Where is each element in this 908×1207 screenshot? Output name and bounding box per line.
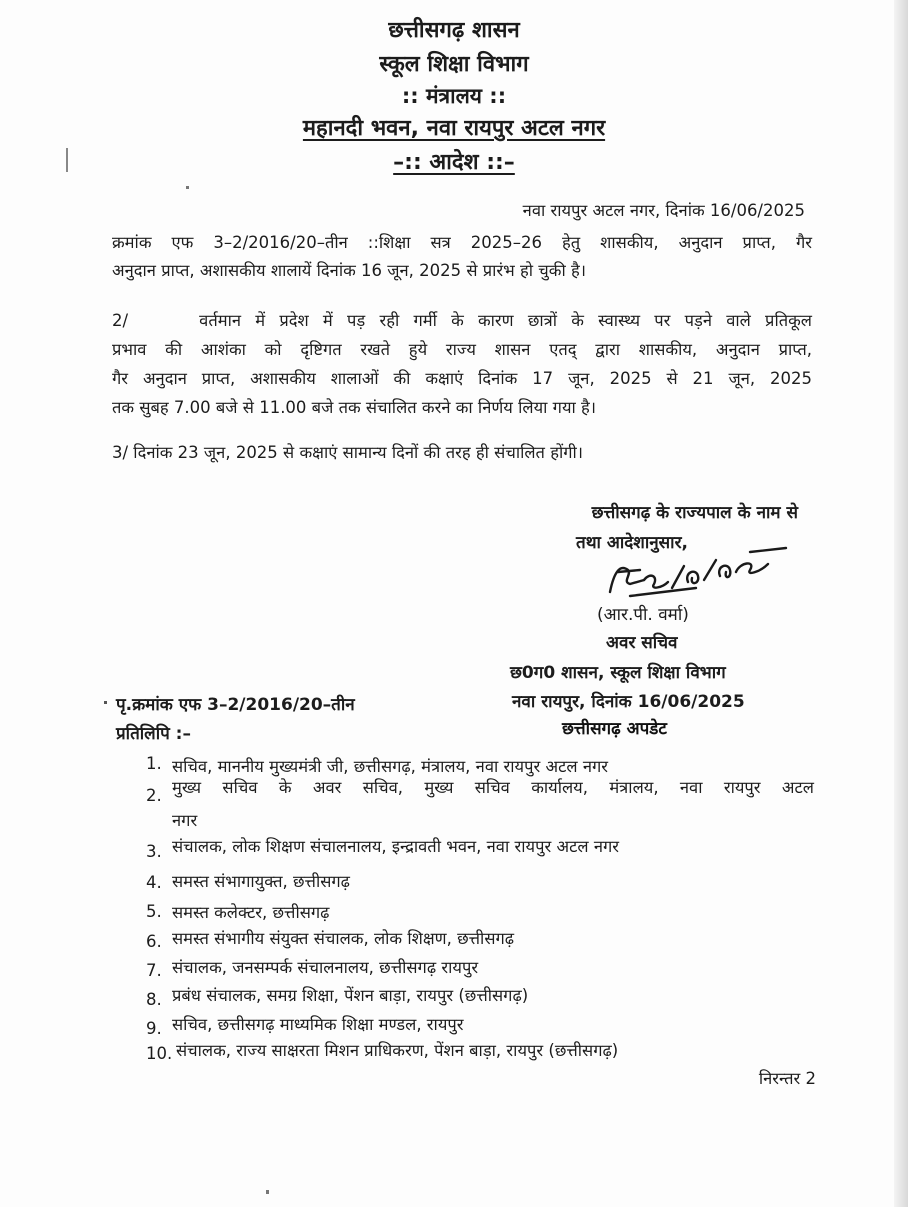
signatory-place-date: नवा रायपुर, दिनांक 16/06/2025	[512, 692, 745, 712]
copy-list-item-continuation: नगर	[172, 811, 198, 830]
copy-list-item: संचालक, राज्य साक्षरता मिशन प्राधिकरण, पेंशन बाड़ा, रायपुर (छत्तीसगढ़)	[176, 1041, 619, 1060]
watermark-text: छत्तीसगढ़ अपडेट	[562, 719, 667, 739]
copy-list-number: 7.	[146, 961, 162, 980]
signatory-name: (आर.पी. वर्मा)	[597, 605, 689, 625]
paragraph-3: 3/ दिनांक 23 जून, 2025 से कक्षाएं सामान्य दिनों की तरह ही संचालित होंगी।	[112, 443, 584, 462]
paragraph-2-line-4: तक सुबह 7.00 बजे से 11.00 बजे तक संचालित करने का निर्णय लिया गया है।	[112, 398, 597, 417]
copy-list-number: 5.	[146, 902, 162, 921]
copy-list-number: 10.	[146, 1044, 173, 1063]
copy-list-item: सचिव, छत्तीसगढ़ माध्यमिक शिक्षा मण्डल, रायपुर	[172, 1015, 464, 1034]
paragraph-1-line-1: क्रमांक एफ 3–2/2016/20–तीन ::शिक्षा सत्र 2025–26 हेतु शासकीय, अनुदान प्राप्त, गैर	[112, 233, 812, 252]
copy-list-item: मुख्य सचिव के अवर सचिव, मुख्य सचिव कार्यालय, मंत्रालय, नवा रायपुर अटल	[172, 778, 814, 797]
stray-mark	[66, 148, 68, 172]
copy-label: प्रतिलिपि :–	[116, 724, 191, 744]
copy-list-number: 1.	[146, 754, 162, 773]
header-government: छत्तीसगढ़ शासन	[388, 18, 520, 43]
copy-list-item: संचालक, जनसम्पर्क संचालनालय, छत्तीसगढ़ रायपुर	[172, 958, 479, 977]
paragraph-2-line-1: 2/ वर्तमान में प्रदेश में पड़ रही गर्मी के कारण छात्रों के स्वास्थ्य पर पड़ने वाले प्रतिकूल	[112, 311, 812, 330]
continued-marker: निरन्तर 2	[758, 1069, 816, 1088]
signature-authority-line-2: तथा आदेशानुसार,	[576, 533, 688, 553]
copy-list-number: 9.	[146, 1019, 162, 1038]
copy-list-item: संचालक, लोक शिक्षण संचालनालय, इन्द्रावती भवन, नवा रायपुर अटल नगर	[172, 837, 620, 856]
header-department: स्कूल शिक्षा विभाग	[379, 52, 529, 77]
order-date-line: नवा रायपुर अटल नगर, दिनांक 16/06/2025	[522, 201, 805, 220]
copy-list-number: 8.	[146, 990, 162, 1009]
copy-list-item: सचिव, माननीय मुख्यमंत्री जी, छत्तीसगढ़, मंत्रालय, नवा रायपुर अटल नगर	[172, 757, 609, 776]
signatory-department: छ0ग0 शासन, स्कूल शिक्षा विभाग	[510, 663, 726, 683]
page-edge-shadow	[894, 0, 908, 1207]
signature-authority-line-1: छत्तीसगढ़ के राज्यपाल के नाम से	[591, 503, 798, 523]
paragraph-2-line-2: प्रभाव की आशंका को दृष्टिगत रखते हुये राज्य शासन एतद् द्वारा शासकीय, अनुदान प्राप्त,	[112, 340, 812, 359]
copy-list-item: प्रबंध संचालक, समग्र शिक्षा, पेंशन बाड़ा, रायपुर (छत्तीसगढ़)	[172, 986, 529, 1005]
copy-list-number: 3.	[146, 842, 162, 861]
handwritten-signature	[600, 542, 790, 604]
header-address: महानदी भवन, नवा रायपुर अटल नगर	[302, 116, 606, 141]
endorsement-reference: पृ.क्रमांक एफ 3–2/2016/20–तीन	[116, 695, 355, 715]
copy-list-item: समस्त कलेक्टर, छत्तीसगढ़	[172, 903, 330, 922]
copy-list-item: समस्त संभागीय संयुक्त संचालक, लोक शिक्षण, छत्तीसगढ़	[172, 929, 515, 948]
header-ministry: :: मंत्रालय ::	[401, 84, 507, 108]
paragraph-1-line-2: अनुदान प्राप्त, अशासकीय शालायें दिनांक 16 जून, 2025 से प्रारंभ हो चुकी है।	[112, 261, 586, 280]
signatory-designation: अवर सचिव	[606, 633, 678, 653]
paragraph-2-line-3: गैर अनुदान प्राप्त, अशासकीय शालाओं की कक्षाएं दिनांक 17 जून, 2025 से 21 जून, 2025	[112, 369, 812, 388]
stray-mark	[186, 186, 189, 189]
copy-list-number: 6.	[146, 932, 162, 951]
stray-mark	[104, 701, 107, 704]
order-title: –:: आदेश ::–	[393, 150, 515, 175]
copy-list-number: 2.	[146, 786, 162, 805]
copy-list-number: 4.	[146, 873, 162, 892]
stray-mark	[266, 1190, 269, 1194]
copy-list-item: समस्त संभागायुक्त, छत्तीसगढ़	[172, 872, 350, 891]
